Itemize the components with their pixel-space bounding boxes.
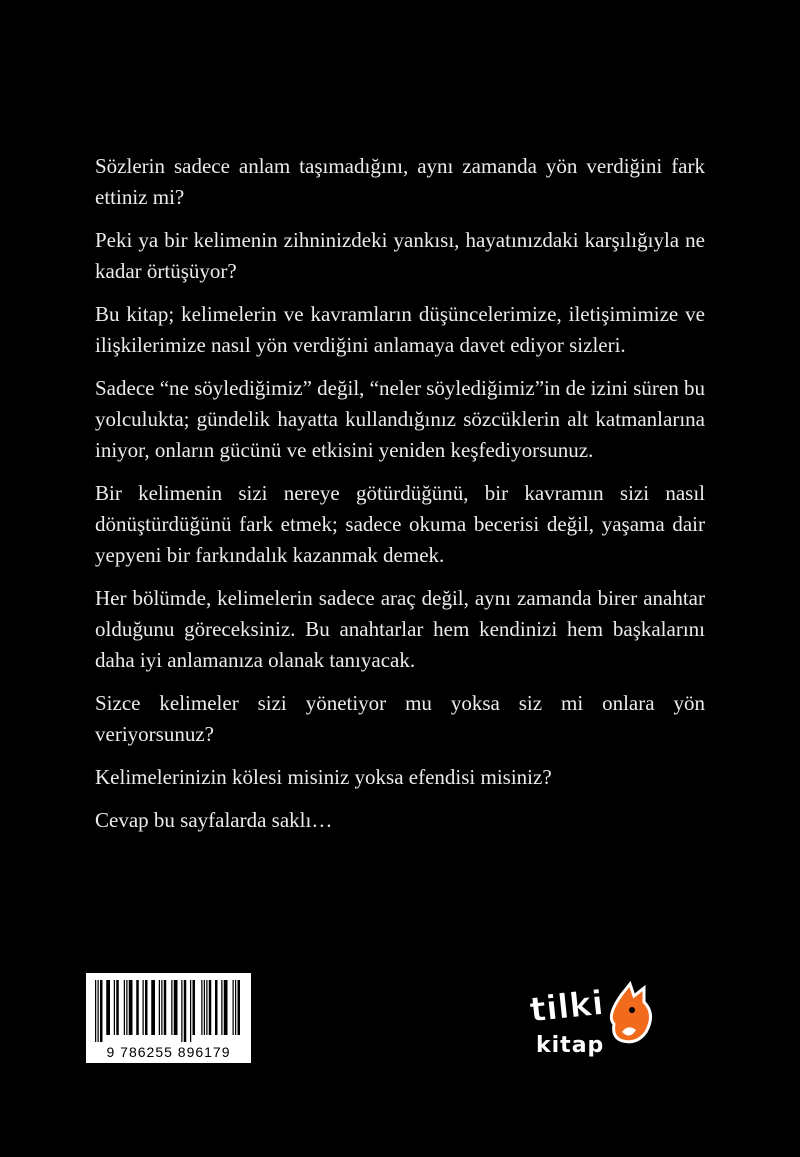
barcode-bar — [98, 980, 99, 1042]
barcode-bar — [145, 980, 148, 1035]
barcode-bars — [95, 980, 242, 1042]
barcode-bar — [136, 980, 139, 1035]
barcode-bar — [126, 980, 127, 1035]
barcode-bar — [151, 980, 155, 1035]
barcode-bar — [100, 980, 103, 1042]
barcode-bar — [204, 980, 205, 1035]
isbn-number: 9 786255 896179 — [106, 1044, 231, 1060]
fox-eye-icon — [629, 1007, 635, 1013]
blurb-paragraph-6: Her bölümde, kelimelerin sadece araç değil, aynı zamanda birer anahtar olduğunu göreceksiniz. Bu anahtarlar hem kendinizi hem başkalarını daha iyi anlamanıza olanak tanıyacak. — [95, 586, 705, 672]
barcode-bar — [174, 980, 178, 1035]
barcode-bar — [95, 980, 96, 1042]
logo-word-top: tilki — [527, 983, 606, 1031]
blurb-paragraph-1: Sözlerin sadece anlam taşımadığını, aynı zamanda yön verdiğini fark ettiniz mi? — [95, 154, 705, 209]
barcode-bar — [164, 980, 167, 1035]
barcode-bar — [206, 980, 207, 1035]
barcode-bar — [215, 980, 218, 1035]
blurb-paragraph-8: Kelimelerinizin kölesi misiniz yoksa efendisi misiniz? — [95, 765, 552, 789]
barcode-bar — [233, 980, 234, 1035]
blurb-paragraph-4: Sadece “ne söylediğimiz” değil, “neler söylediğimiz”in de izini süren bu yolculukta; gündelik hayatta kullandığınız sözcüklerin alt katmanlarına iniyor, onların gücünü ve etkisini yeniden keşfediyorsunuz. — [95, 376, 705, 462]
blurb-paragraph-5: Bir kelimenin sizi nereye götürdüğünü, bir kavramın sizi nasıl dönüştürdüğünü fark etmek; sadece okuma becerisi değil, yaşama dair yepyeni bir farkındalık kazanmak demek. — [95, 481, 705, 567]
logo-mark — [611, 984, 650, 1042]
barcode-bar — [184, 980, 187, 1042]
barcode-bar — [224, 980, 228, 1035]
barcode-bar — [161, 980, 162, 1035]
barcode-bar — [143, 980, 144, 1035]
barcode-bar — [171, 980, 172, 1035]
back-cover-blurb — [95, 151, 705, 848]
isbn-barcode — [86, 973, 251, 1063]
barcode-bar — [124, 980, 125, 1035]
barcode-bar — [114, 980, 115, 1035]
barcode-bar — [129, 980, 133, 1035]
blurb-paragraph-2: Peki ya bir kelimenin zihninizdeki yankısı, hayatınızdaki karşılığıyla ne kadar örtüşüyor? — [95, 228, 705, 283]
barcode-bar — [106, 980, 110, 1035]
publisher-logo — [526, 980, 661, 1060]
barcode-bar — [221, 980, 222, 1035]
barcode-bar — [209, 980, 212, 1035]
barcode-bar — [238, 980, 241, 1035]
blurb-paragraph-9: Cevap bu sayfalarda saklı… — [95, 808, 333, 832]
barcode-bar — [190, 980, 191, 1042]
blurb-paragraph-7: Sizce kelimeler sizi yönetiyor mu yoksa siz mi onlara yön veriyorsunuz? — [95, 691, 705, 746]
barcode-bar — [116, 980, 119, 1035]
blurb-paragraph-3: Bu kitap; kelimelerin ve kavramların düşüncelerimize, iletişimimize ve ilişkilerimize nasıl yön verdiğini anlamaya davet ediyor sizleri. — [95, 302, 705, 357]
barcode-bar — [181, 980, 182, 1042]
barcode-bar — [201, 980, 202, 1035]
logo-word-bottom: kitap — [536, 1033, 605, 1058]
barcode-bar — [159, 980, 160, 1035]
barcode-bar — [235, 980, 236, 1035]
barcode-bar — [193, 980, 196, 1035]
